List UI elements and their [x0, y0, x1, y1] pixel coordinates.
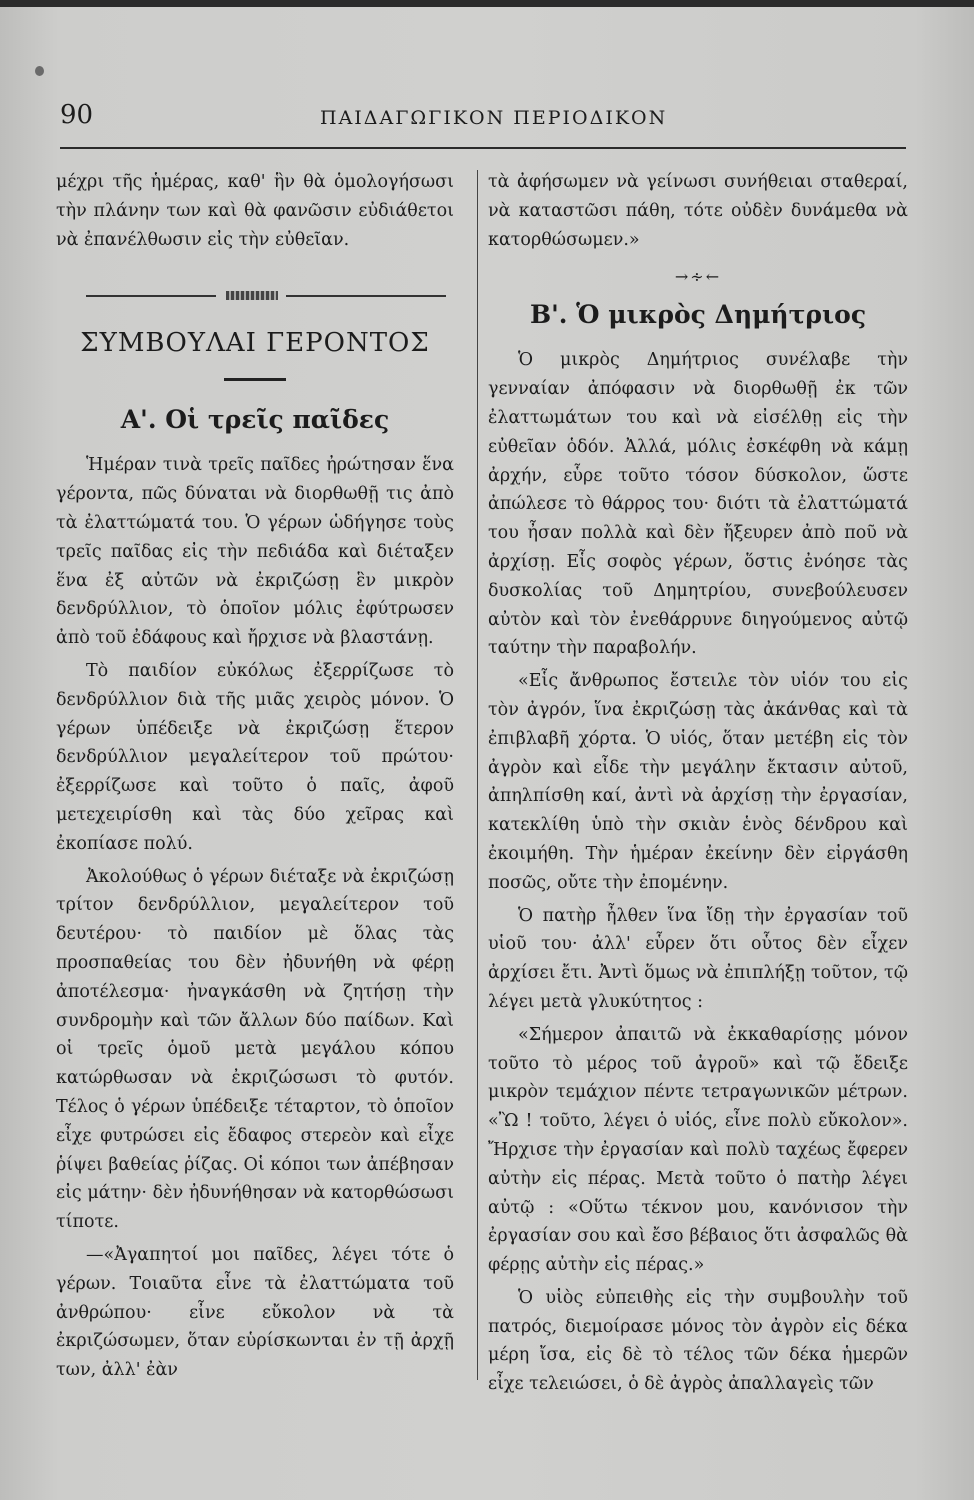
- running-title: ΠΑΙΔΑΓΩΓΙΚΟΝ ΠΕΡΙΟΔΙΚΟΝ: [320, 107, 668, 129]
- section-title: ΣΥΜΒΟΥΛΑΙ ΓΕΡΟΝΤΟΣ: [80, 328, 430, 359]
- right-paragraph-3: Ὁ πατὴρ ἦλθεν ἵνα ἴδῃ τὴν ἐργασίαν τοῦ υἱοῦ του· ἀλλ' εὗρεν ὅτι οὗτος δὲν εἶχεν ἀρχίσει ἔτι. Ἀντὶ ὅμως νὰ ἐπιπλήξῃ τοῦτον, τῷ λέγει μετὰ γλυκύτητος :: [488, 905, 908, 1012]
- section-divider: [56, 282, 454, 310]
- right-paragraph-1: Ὁ μικρὸς Δημήτριος συνέλαβε τὴν γενναίαν ἀπόφασιν νὰ διορθωθῇ ἐκ τῶν ἐλαττωμάτων του καὶ νὰ εἰσέλθῃ εἰς τὴν εὐθεῖαν ὁδόν. Ἀλλά, μόλις ἐσκέφθη νὰ κάμῃ ἀρχήν, εὗρε τοῦτο τόσον δύσκολον, ὥστε ἀπώλεσε τὸ θάρρος του· διότι τὰ ἐλαττώματά του ἦσαν πολλὰ καὶ δὲν ἤξευρεν ἀπὸ ποῦ νὰ ἀρχίσῃ. Εἷς σοφὸς γέρων, ὅστις ἐνόησε τὰς δυσκολίας τοῦ Δημητρίου, συνεβούλευσεν αὐτὸν καὶ τὸν ἐνεθάρρυνε διηγούμενος αὐτῷ ταύτην τὴν παραβολήν.: [488, 350, 908, 659]
- left-column: [56, 168, 454, 1389]
- left-paragraph-2: Τὸ παιδίον εὐκόλως ἐξερρίζωσε τὸ δενδρύλλιον διὰ τῆς μιᾶς χειρὸς μόνον. Ὁ γέρων ὑπέδειξε νὰ ἐκριζώσῃ ἕτερον δενδρύλλιον μεγαλείτερον τοῦ πρώτου· ἐξερρίζωσε καὶ τοῦτο ὁ παῖς, ἀφοῦ μετεχειρίσθη καὶ τὰς δύο χεῖρας καὶ ἐκοπίασε πολύ.: [56, 660, 454, 854]
- column-divider: [477, 170, 478, 1380]
- right-intro-paragraph: τὰ ἀφήσωμεν νὰ γείνωσι συνήθειαι σταθεραί, νὰ καταστῶσι πάθη, τότε οὐδὲν δυνάμεθα νὰ κατορθώσωμεν.»: [488, 172, 908, 250]
- page-speck: [35, 66, 44, 76]
- right-paragraph-4: «Σήμερον ἀπαιτῶ νὰ ἐκκαθαρίσῃς μόνον τοῦτο τὸ μέρος τοῦ ἀγροῦ» καὶ τῷ ἔδειξε μικρὸν τεμάχιον πέντε τετραγωνικῶν μέτρων. «Ὢ ! τοῦτο, λέγει ὁ υἱός, εἶνε πολὺ εὔκολον». Ἤρχισε τὴν ἐργασίαν καὶ πολὺ ταχέως ἔφερεν αὐτὴν εἰς πέρας. Μετὰ τοῦτο ὁ πατὴρ λέγει αὐτῷ : «Οὕτω τέκνον μου, κανόνισον τὴν ἐργασίαν σου καὶ ἔσο βέβαιος ὅτι ἀσφαλῶς θὰ φέρῃς αὐτὴν εἰς πέρας.»: [488, 1024, 908, 1276]
- left-paragraph-3: Ἀκολούθως ὁ γέρων διέταξε νὰ ἐκριζώσῃ τρίτον δενδρύλλιον, μεγαλείτερον τοῦ δευτέρου· τὸ παιδίον μὲ ὅλας τὰς προσπαθείας του δὲν ἠδυνήθη νὰ φέρῃ ἀποτέλεσμα· ἠναγκάσθη νὰ ζητήσῃ τὴν συνδρομὴν καὶ τῶν ἄλλων δύο παίδων. Καὶ οἱ τρεῖς ὁμοῦ μετὰ μεγάλου κόπου κατώρθωσαν νὰ ἐκριζώσωσι τὸ φυτόν. Τέλος ὁ γέρων ὑπέδειξε τέταρτον, τὸ ὁποῖον εἶχε φυτρώσει εἰς ἔδαφος στερεὸν καὶ εἶχε ῥίψει βαθείας ῥίζας. Οἱ κόποι των ἀπέβησαν εἰς μάτην· δὲν ἠδυνήθησαν νὰ κατορθώσωσι τίποτε.: [56, 866, 454, 1233]
- left-intro-paragraph: μέχρι τῆς ἡμέρας, καθ' ἣν θὰ ὁμολογήσωσι τὴν πλάνην των καὶ θὰ φανῶσιν εὐδιάθετοι νὰ ἐπανέλθωσιν εἰς τὴν εὐθεῖαν.: [56, 172, 454, 250]
- header-rule: [60, 147, 906, 149]
- subtitle-a: Α'. Οἱ τρεῖς παῖδες: [120, 405, 390, 435]
- top-edge-band: [0, 0, 974, 7]
- title-rule: [224, 378, 286, 381]
- left-paragraph-4: —«Ἀγαπητοί μοι παῖδες, λέγει τότε ὁ γέρων. Τοιαῦτα εἶνε τὰ ἐλαττώματα τοῦ ἀνθρώπου· εἶνε εὔκολον νὰ τὰ ἐκριζώσωμεν, ὅταν εὑρίσκωνται ἐν τῇ ἀρχῇ των, ἀλλ' ἐὰν: [56, 1244, 454, 1381]
- right-column: [488, 168, 908, 1403]
- subtitle-b: Β'. Ὁ μικρὸς Δημήτριος: [529, 300, 867, 330]
- left-paragraph-1: Ἡμέραν τινὰ τρεῖς παῖδες ἠρώτησαν ἕνα γέροντα, πῶς δύναται νὰ διορθωθῇ τις ἀπὸ τὰ ἐλαττώματά του. Ὁ γέρων ὡδήγησε τοὺς τρεῖς παῖδας εἰς τὴν πεδιάδα καὶ διέταξεν ἕνα ἐξ αὐτῶν νὰ ἐκριζώσῃ ἓν μικρὸν δενδρύλλιον, τὸ ὁποῖον μόλις ἐφύτρωσεν ἀπὸ τοῦ ἐδάφους καὶ ἤρχισε νὰ βλαστάνῃ.: [56, 455, 454, 649]
- page-number: 90: [60, 100, 94, 130]
- right-paragraph-2: «Εἷς ἄνθρωπος ἔστειλε τὸν υἱόν του εἰς τὸν ἀγρόν, ἵνα ἐκριζώσῃ τὰς ἀκάνθας καὶ τὰ ἐπιβλαβῆ χόρτα. Ὁ υἱός, ὅταν μετέβη εἰς τὸν ἀγρὸν καὶ εἶδε τὴν μεγάλην ἔκτασιν αὐτοῦ, ἀπηλπίσθη καί, ἀντὶ νὰ ἀρχίσῃ τὴν ἐργασίαν, κατεκλίθη ὑπὸ τὴν σκιὰν ἑνὸς δένδρου καὶ ἐκοιμήθη. Τὴν ἡμέραν ἐκείνην δὲν εἰργάσθη ποσῶς, οὔτε τὴν ἐπομένην.: [488, 671, 908, 893]
- ornament-icon: →∻←: [674, 267, 722, 287]
- right-paragraph-5: Ὁ υἱὸς εὐπειθὴς εἰς τὴν συμβουλὴν τοῦ πατρός, διεμοίρασε μόνος τὸν ἀγρὸν εἰς δέκα μέρη ἴσα, εἰς δὲ τὸ τέλος τῶν δέκα ἡμερῶν εἶχε τελειώσει, ὁ δὲ ἀγρὸς ἀπαλλαγεὶς τῶν: [488, 1287, 908, 1395]
